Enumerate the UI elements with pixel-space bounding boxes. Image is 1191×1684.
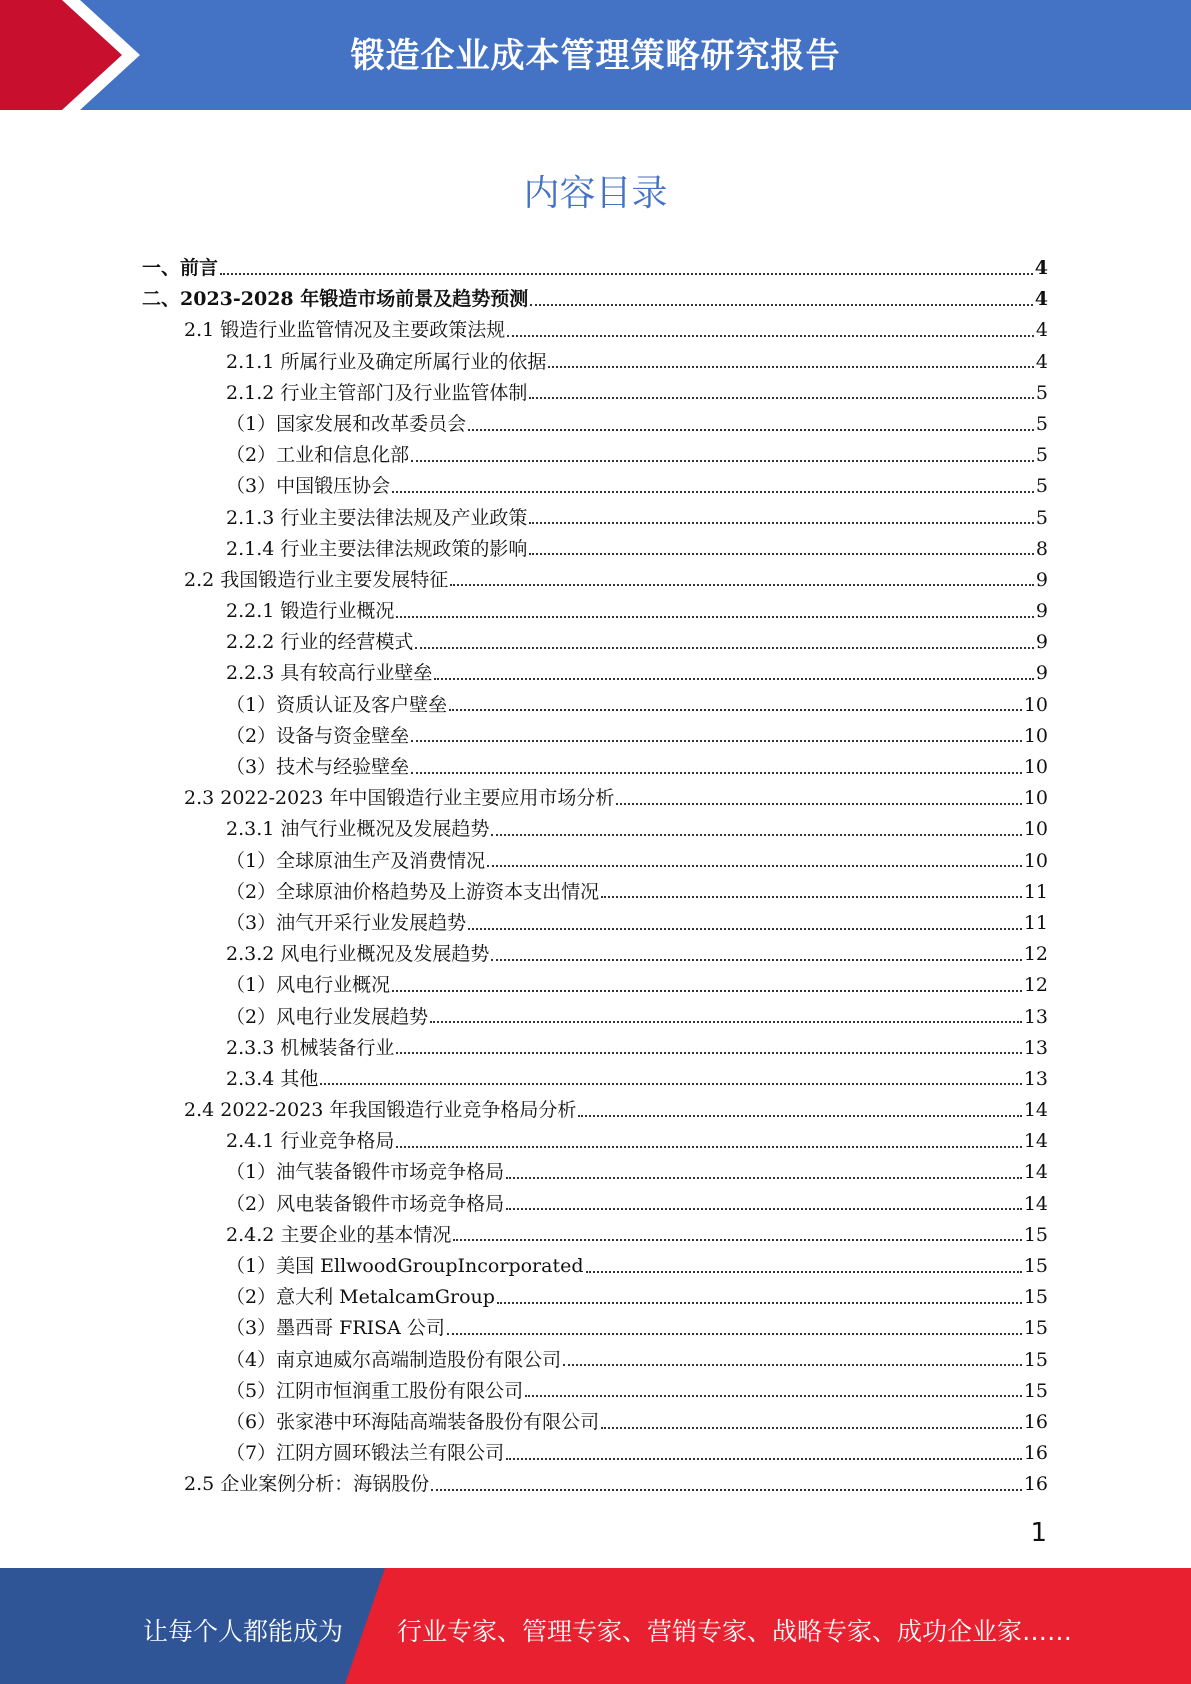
toc-dot-leader: [392, 990, 1022, 992]
toc-dot-leader: [616, 803, 1021, 805]
toc-dot-leader: [392, 491, 1034, 493]
toc-dot-leader: [447, 1333, 1022, 1335]
toc-entry-page: 5: [1035, 381, 1048, 404]
toc-dot-leader: [396, 1052, 1021, 1054]
toc-entry-title: （1）全球原油生产及消费情况: [226, 849, 486, 872]
toc-entry-page: 4: [1035, 350, 1048, 373]
toc-entry[interactable]: [142, 1438, 1048, 1469]
toc-entry[interactable]: [142, 471, 1048, 502]
toc-entry-title: 2.1 锻造行业监管情况及主要政策法规: [184, 319, 506, 342]
toc-entry-page: 16: [1023, 1442, 1048, 1465]
toc-dot-leader: [506, 1458, 1022, 1460]
toc-entry-title: （2）风电装备锻件市场竞争格局: [226, 1192, 505, 1215]
toc-entry-page: 9: [1035, 662, 1048, 685]
toc-entry-title: 2.5 企业案例分析：海锅股份: [184, 1473, 430, 1496]
toc-entry[interactable]: [142, 658, 1048, 689]
page-number: 1: [1030, 1518, 1047, 1548]
toc-dot-leader: [430, 1021, 1022, 1023]
toc-dot-leader: [434, 678, 1034, 680]
toc-entry-title: （6）张家港中环海陆高端装备股份有限公司: [226, 1410, 600, 1433]
toc-entry[interactable]: [142, 1313, 1048, 1344]
toc-entry-title: （1）美国 EllwoodGroupIncorporated: [226, 1255, 584, 1277]
toc-entry[interactable]: [142, 503, 1048, 534]
toc-entry-title: 2.4 2022-2023 年我国锻造行业竞争格局分析: [184, 1099, 577, 1122]
toc-entry-page: 11: [1023, 911, 1048, 934]
toc-dot-leader: [497, 1302, 1022, 1304]
toc-entry-title: （1）油气装备锻件市场竞争格局: [226, 1161, 505, 1184]
toc-entry[interactable]: [142, 721, 1048, 752]
toc-entry-page: 14: [1023, 1099, 1048, 1122]
toc-entry[interactable]: [142, 315, 1048, 346]
toc-entry-title: （3）油气开采行业发展趋势: [226, 911, 467, 934]
toc-dot-leader: [468, 429, 1034, 431]
toc-entry-title: （7）江阴方圆环锻法兰有限公司: [226, 1442, 505, 1465]
toc-dot-leader: [220, 273, 1033, 275]
toc-entry[interactable]: [142, 1251, 1048, 1282]
toc-entry[interactable]: [142, 908, 1048, 939]
toc-dot-leader: [431, 1489, 1022, 1491]
toc-entry-title: 2.2 我国锻造行业主要发展特征: [184, 568, 449, 591]
toc-entry-title: （2）意大利 MetalcamGroup: [226, 1286, 495, 1309]
toc-entry-page: 14: [1023, 1192, 1048, 1215]
toc-entry[interactable]: [142, 846, 1048, 877]
toc-entry-page: 15: [1023, 1255, 1048, 1277]
toc-entry[interactable]: [142, 752, 1048, 783]
toc-dot-leader: [525, 1395, 1022, 1397]
toc-entry-page: 5: [1035, 475, 1048, 498]
toc-entry-page: 12: [1023, 943, 1048, 966]
toc-entry[interactable]: [142, 253, 1048, 284]
toc-entry[interactable]: [142, 1282, 1048, 1313]
toc-entry-title: （3）墨西哥 FRISA 公司: [226, 1317, 445, 1340]
toc-entry-page: 10: [1023, 693, 1048, 716]
toc-dot-leader: [411, 772, 1022, 774]
toc-dot-leader: [487, 865, 1022, 867]
toc-heading: 内容目录: [523, 173, 668, 214]
document-title: 锻造企业成本管理策略研究报告: [350, 36, 841, 76]
toc-entry[interactable]: [142, 409, 1048, 440]
toc-entry-page: 15: [1023, 1223, 1048, 1246]
toc-entry[interactable]: [142, 1126, 1048, 1157]
toc-entry-title: （2）风电行业发展趋势: [226, 1005, 429, 1028]
toc-dot-leader: [529, 553, 1034, 555]
toc-entry[interactable]: [142, 877, 1048, 908]
toc-entry-title: 2.3.4 其他: [226, 1067, 319, 1090]
toc-entry-page: 12: [1023, 974, 1048, 997]
toc-entry-page: 16: [1023, 1410, 1048, 1433]
toc-dot-leader: [507, 335, 1034, 337]
toc-entry[interactable]: [142, 814, 1048, 845]
toc-entry-page: 16: [1023, 1473, 1048, 1496]
toc-entry[interactable]: [142, 565, 1048, 596]
toc-entry-page: 15: [1023, 1317, 1048, 1340]
toc-entry[interactable]: [142, 1157, 1048, 1188]
toc-entry-title: 2.2.2 行业的经营模式: [226, 631, 414, 654]
toc-entry[interactable]: [142, 1002, 1048, 1033]
toc-entry-page: 15: [1023, 1348, 1048, 1371]
table-of-contents: [142, 253, 1048, 1501]
toc-entry-page: 10: [1023, 756, 1048, 778]
toc-dot-leader: [396, 1146, 1021, 1148]
toc-dot-leader: [506, 1177, 1022, 1179]
toc-dot-leader: [491, 834, 1021, 836]
toc-entry-page: 15: [1023, 1286, 1048, 1309]
toc-dot-leader: [578, 1115, 1021, 1117]
toc-entry-page: 4: [1034, 257, 1048, 279]
toc-entry-title: 2.1.1 所属行业及确定所属行业的依据: [226, 350, 547, 373]
toc-entry-page: 13: [1023, 1005, 1048, 1028]
toc-entry[interactable]: [142, 1407, 1048, 1438]
toc-entry-title: 2.2.3 具有较高行业壁垒: [226, 662, 433, 685]
toc-entry-page: 8: [1035, 537, 1048, 560]
toc-entry-page: 14: [1023, 1130, 1048, 1153]
toc-entry-title: 2.3.2 风电行业概况及发展趋势: [226, 943, 490, 966]
toc-entry[interactable]: [142, 690, 1048, 721]
toc-entry-title: 二、2023-2028 年锻造市场前景及趋势预测: [142, 288, 529, 311]
toc-dot-leader: [530, 304, 1033, 306]
toc-dot-leader: [529, 522, 1034, 524]
toc-entry-title: 2.3.1 油气行业概况及发展趋势: [226, 818, 490, 841]
toc-dot-leader: [396, 616, 1034, 618]
toc-entry[interactable]: [142, 1469, 1048, 1500]
toc-entry-title: （1）风电行业概况: [226, 974, 391, 997]
header-banner: [0, 0, 1191, 110]
toc-entry-page: 10: [1023, 724, 1048, 747]
toc-entry[interactable]: [142, 347, 1048, 378]
toc-entry-title: （3）中国锻压协会: [226, 475, 391, 498]
toc-entry[interactable]: [142, 939, 1048, 970]
toc-entry-page: 15: [1023, 1379, 1048, 1402]
toc-entry-title: 2.4.1 行业竞争格局: [226, 1130, 395, 1153]
toc-dot-leader: [601, 1427, 1022, 1429]
toc-entry-title: 2.1.3 行业主要法律法规及产业政策: [226, 506, 528, 529]
toc-entry-title: 2.4.2 主要企业的基本情况: [226, 1223, 452, 1246]
toc-entry[interactable]: [142, 627, 1048, 658]
toc-entry-page: 9: [1035, 631, 1048, 654]
toc-entry-title: 2.3 2022-2023 年中国锻造行业主要应用市场分析: [184, 787, 615, 810]
toc-dot-leader: [529, 397, 1034, 399]
toc-entry-page: 9: [1035, 568, 1048, 591]
toc-entry-page: 14: [1023, 1161, 1048, 1184]
toc-dot-leader: [449, 709, 1022, 711]
toc-entry[interactable]: [142, 1033, 1048, 1064]
toc-entry-page: 13: [1023, 1036, 1048, 1059]
toc-dot-leader: [411, 740, 1022, 742]
toc-entry-page: 5: [1035, 444, 1048, 467]
toc-entry-page: 4: [1035, 319, 1048, 342]
toc-entry-title: 2.1.2 行业主管部门及行业监管体制: [226, 381, 528, 404]
toc-dot-leader: [411, 460, 1034, 462]
toc-entry-page: 10: [1023, 787, 1048, 810]
toc-entry[interactable]: [142, 1376, 1048, 1407]
toc-entry-title: （3）技术与经验壁垒: [226, 756, 410, 778]
toc-entry[interactable]: [142, 440, 1048, 471]
toc-entry-page: 4: [1034, 288, 1048, 311]
toc-entry-page: 5: [1035, 412, 1048, 435]
toc-entry-title: 2.2.1 锻造行业概况: [226, 600, 395, 623]
toc-entry-title: 一、前言: [142, 257, 219, 279]
toc-entry[interactable]: [142, 1095, 1048, 1126]
toc-dot-leader: [415, 647, 1034, 649]
toc-dot-leader: [601, 896, 1022, 898]
toc-dot-leader: [586, 1271, 1022, 1273]
toc-entry[interactable]: [142, 1189, 1048, 1220]
toc-entry-title: （4）南京迪威尔高端制造股份有限公司: [226, 1348, 562, 1371]
toc-entry-title: （2）全球原油价格趋势及上游资本支出情况: [226, 880, 600, 903]
toc-entry-title: （2）设备与资金壁垒: [226, 724, 410, 747]
toc-entry-page: 10: [1023, 849, 1048, 872]
toc-dot-leader: [506, 1208, 1022, 1210]
toc-dot-leader: [468, 928, 1022, 930]
toc-dot-leader: [320, 1083, 1021, 1085]
toc-entry-title: （1）资质认证及客户壁垒: [226, 693, 448, 716]
toc-dot-leader: [453, 1239, 1021, 1241]
toc-entry-title: 2.1.4 行业主要法律法规政策的影响: [226, 537, 528, 560]
toc-dot-leader: [450, 584, 1034, 586]
toc-entry-title: （2）工业和信息化部: [226, 444, 410, 467]
footer-slogan-right: 行业专家、管理专家、营销专家、战略专家、成功企业家……: [397, 1617, 1073, 1646]
toc-entry-page: 5: [1035, 506, 1048, 529]
toc-dot-leader: [548, 366, 1034, 368]
toc-entry[interactable]: [142, 284, 1048, 315]
footer-banner: [0, 1568, 1191, 1684]
toc-entry-title: （5）江阴市恒润重工股份有限公司: [226, 1379, 524, 1402]
toc-entry-page: 13: [1023, 1067, 1048, 1090]
toc-entry[interactable]: [142, 783, 1048, 814]
toc-entry[interactable]: [142, 970, 1048, 1001]
toc-dot-leader: [491, 959, 1021, 961]
toc-entry[interactable]: [142, 1064, 1048, 1095]
toc-entry-page: 9: [1035, 600, 1048, 623]
toc-entry[interactable]: [142, 1220, 1048, 1251]
toc-entry-title: 2.3.3 机械装备行业: [226, 1036, 395, 1059]
toc-entry[interactable]: [142, 378, 1048, 409]
toc-entry[interactable]: [142, 596, 1048, 627]
toc-entry[interactable]: [142, 1345, 1048, 1376]
toc-entry[interactable]: [142, 534, 1048, 565]
toc-entry-title: （1）国家发展和改革委员会: [226, 412, 467, 435]
toc-entry-page: 10: [1023, 818, 1048, 841]
toc-dot-leader: [563, 1364, 1022, 1366]
footer-slogan-left: 让每个人都能成为: [143, 1617, 344, 1646]
toc-entry-page: 11: [1023, 880, 1048, 903]
